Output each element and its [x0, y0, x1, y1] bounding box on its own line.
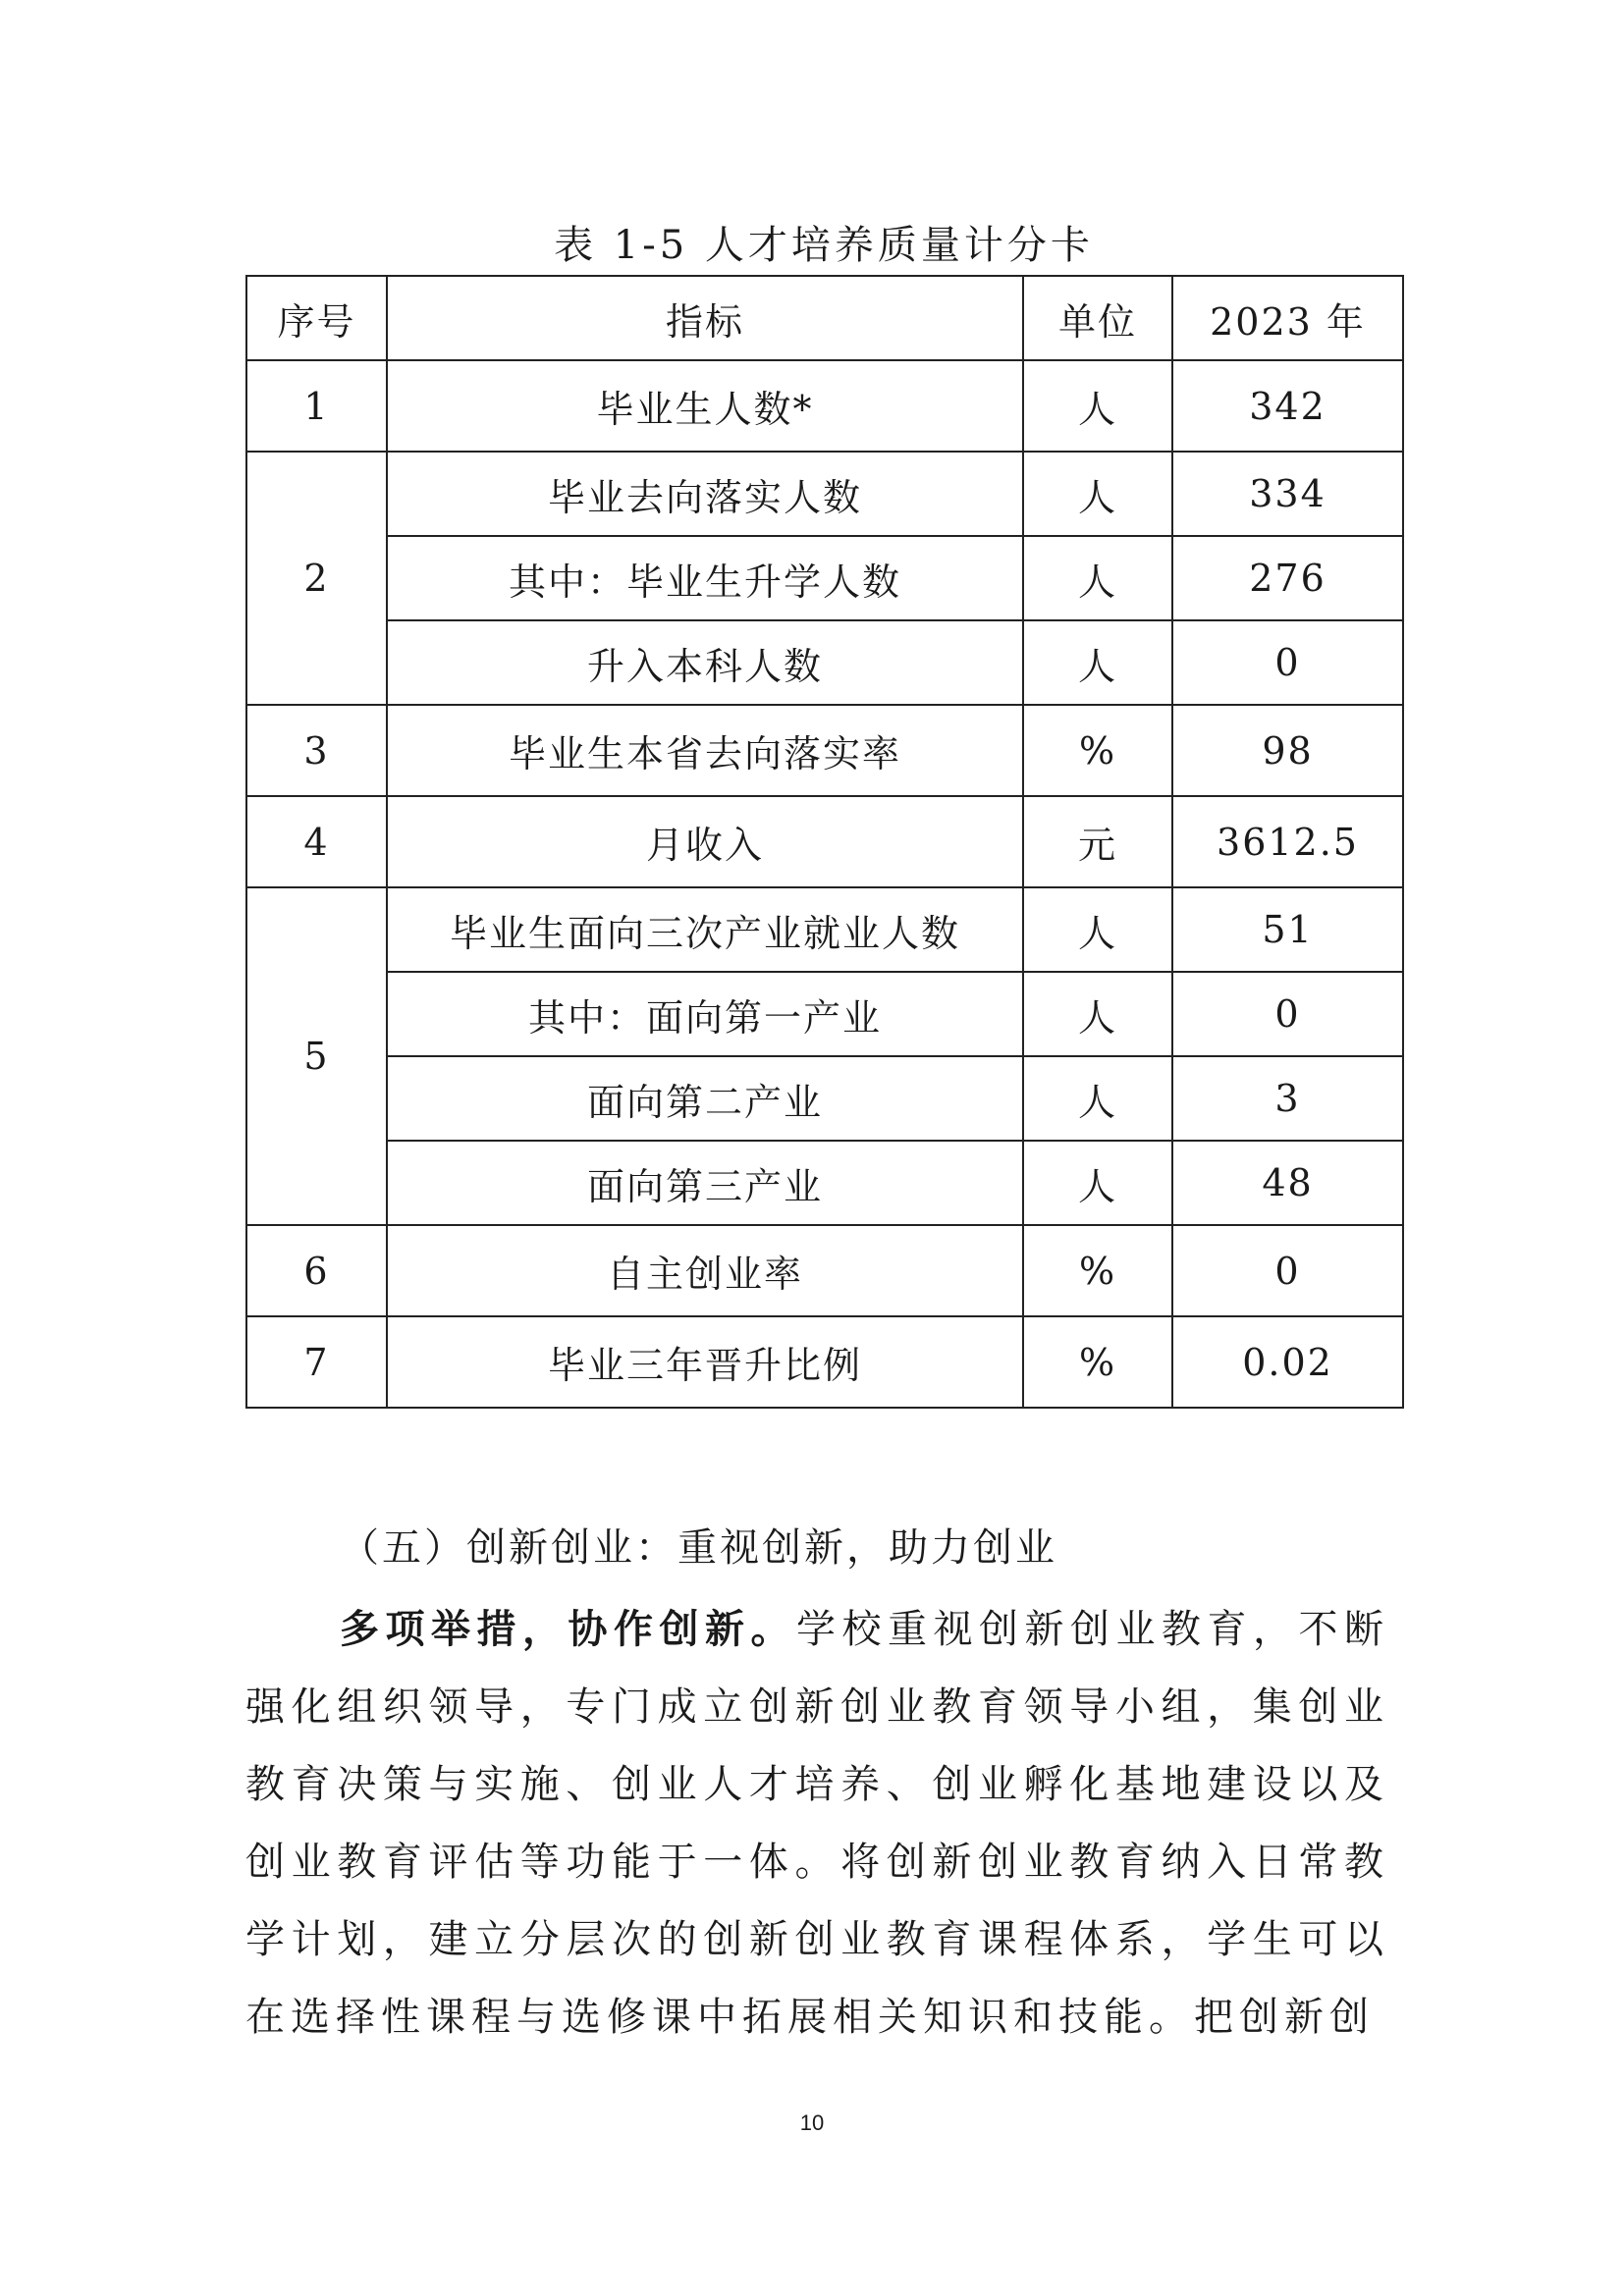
indicator-cell: 月收入: [387, 796, 1023, 887]
unit-cell: 人: [1023, 536, 1172, 620]
seq-cell: 5: [246, 887, 387, 1225]
indicator-cell: 毕业生人数*: [387, 360, 1023, 452]
header-seq: 序号: [246, 276, 387, 360]
indicator-cell: 毕业去向落实人数: [387, 452, 1023, 536]
table-row: [246, 360, 1403, 452]
talent-quality-scorecard-table: [245, 275, 1404, 1409]
indicator-cell: 毕业生本省去向落实率: [387, 705, 1023, 796]
seq-cell: 7: [246, 1316, 387, 1408]
value-cell: 98: [1172, 705, 1403, 796]
value-cell: 3: [1172, 1056, 1403, 1141]
table-row: [246, 705, 1403, 796]
seq-cell: 3: [246, 705, 387, 796]
indicator-cell: 其中：面向第一产业: [387, 972, 1023, 1056]
header-year: 2023 年: [1172, 276, 1403, 360]
table-row: [246, 1316, 1403, 1408]
table-row: [246, 887, 1403, 972]
table-row: [246, 620, 1403, 705]
page-number: 10: [799, 2110, 825, 2135]
unit-cell: %: [1023, 1225, 1172, 1316]
seq-cell: 6: [246, 1225, 387, 1316]
table-row: [246, 1056, 1403, 1141]
unit-cell: 人: [1023, 1056, 1172, 1141]
value-cell: 51: [1172, 887, 1403, 972]
value-cell: 342: [1172, 360, 1403, 452]
seq-cell: 1: [246, 360, 387, 452]
indicator-cell: 自主创业率: [387, 1225, 1023, 1316]
indicator-cell: 面向第三产业: [387, 1141, 1023, 1225]
body-paragraph: [245, 1590, 1389, 2056]
table-row: [246, 796, 1403, 887]
section-heading: （五）创新创业：重视创新，助力创业: [340, 1525, 1057, 1571]
table-row: [246, 1141, 1403, 1225]
value-cell: 0: [1172, 620, 1403, 705]
indicator-cell: 毕业三年晋升比例: [387, 1316, 1023, 1408]
unit-cell: %: [1023, 1316, 1172, 1408]
table-row: [246, 536, 1403, 620]
seq-cell: 2: [246, 452, 387, 705]
indicator-cell: 毕业生面向三次产业就业人数: [387, 887, 1023, 972]
value-cell: 3612.5: [1172, 796, 1403, 887]
unit-cell: 人: [1023, 620, 1172, 705]
table-row: [246, 972, 1403, 1056]
value-cell: 334: [1172, 452, 1403, 536]
value-cell: 48: [1172, 1141, 1403, 1225]
paragraph-lead: 多项举措，协作创新。: [340, 1606, 796, 1652]
unit-cell: 人: [1023, 887, 1172, 972]
unit-cell: 元: [1023, 796, 1172, 887]
indicator-cell: 其中：毕业生升学人数: [387, 536, 1023, 620]
value-cell: 276: [1172, 536, 1403, 620]
table-caption: 表 1-5 人才培养质量计分卡: [554, 223, 1094, 268]
value-cell: 0.02: [1172, 1316, 1403, 1408]
paragraph-text: 学校重视创新创业教育，不断强化组织领导，专门成立创新创业教育领导小组，集创业教育决策与实施、创业人才培养、创业孵化基地建设以及创业教育评估等功能于一体。将创新创业教育纳入日常教学计划，建立分层次的创新创业教育课程体系，学生可以在选择性课程与选修课中拓展相关知识和技能。把创新创: [245, 1607, 1389, 2040]
indicator-cell: 面向第二产业: [387, 1056, 1023, 1141]
indicator-cell: 升入本科人数: [387, 620, 1023, 705]
unit-cell: 人: [1023, 360, 1172, 452]
unit-cell: 人: [1023, 1141, 1172, 1225]
value-cell: 0: [1172, 1225, 1403, 1316]
seq-cell: 4: [246, 796, 387, 887]
unit-cell: 人: [1023, 452, 1172, 536]
table-header-row: [246, 276, 1403, 360]
value-cell: 0: [1172, 972, 1403, 1056]
unit-cell: %: [1023, 705, 1172, 796]
table-row: [246, 452, 1403, 536]
header-indicator: 指标: [387, 276, 1023, 360]
unit-cell: 人: [1023, 972, 1172, 1056]
table-row: [246, 1225, 1403, 1316]
header-unit: 单位: [1023, 276, 1172, 360]
